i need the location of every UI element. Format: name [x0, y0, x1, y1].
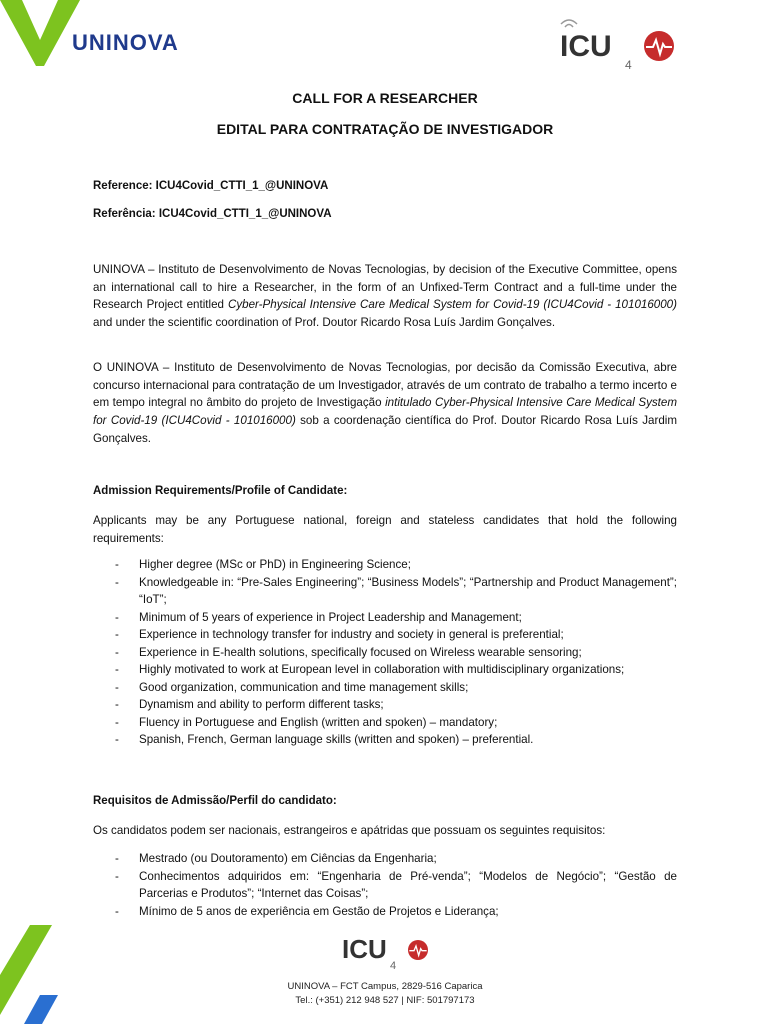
project-title-portuguese: intitulado Cyber-Physical Intensive Care Medical System for Covid-19 (ICU4Covid - 101016000) — [93, 396, 677, 428]
icu-logo-text: ICU — [560, 30, 612, 63]
admission-heading-portuguese: Requisitos de Admissão/Perfil do candidato: — [93, 795, 337, 807]
reference-portuguese: Referência: ICU4Covid_CTTI_1_@UNINOVA — [93, 208, 332, 220]
footer-icu4covid-logo — [338, 932, 438, 977]
list-item: - Fluency in Portuguese and English (written and spoken) – mandatory; — [115, 715, 498, 729]
wifi-icon — [559, 16, 579, 30]
admission-lead-english: Applicants may be any Portuguese national, foreign and stateless candidates that hold the following requirements: — [93, 514, 677, 545]
requirements-list-portuguese — [93, 850, 677, 920]
admission-lead-portuguese: Os candidatos podem ser nacionais, estrangeiros e apátridas que possuam os seguintes requisitos: — [93, 824, 606, 837]
project-title-english: Cyber-Physical Intensive Care Medical System for Covid-19 (ICU4Covid - 101016000) — [227, 298, 677, 312]
list-item: - Minimum of 5 years of experience in Project Leadership and Management; — [115, 610, 522, 624]
list-item: - Knowledgeable in: “Pre-Sales Engineering”; “Business Models”; “Partnership and Product Management”; “IoT”; — [115, 575, 677, 606]
uninova-wordmark: UNINOVA — [72, 30, 179, 55]
intro-paragraph-portuguese: O UNINOVA – Instituto de Desenvolvimento de Novas Tecnologias, por decisão da Comissão Executiva, abre concurso internacional para contratação de um Investigador, através de um contrato de trabalho a termo incerto e em tempo integral no âmbito do projeto de Investigação intitulado Cyber-Physical Intensive Care Medical System for Covid-19 (ICU4Covid - 101016000) sob a coordenação científica do Prof. Doutor Ricardo Rosa Luís Jardim Gonçalves. — [93, 361, 678, 445]
list-item: - Experience in technology transfer for industry and society in general is preferential; — [115, 628, 564, 641]
list-item: - Mestrado (ou Doutoramento) em Ciências da Engenharia; — [115, 852, 437, 865]
footer-logo-subscript: 4 — [390, 960, 397, 972]
requirements-list-english — [93, 556, 677, 749]
icu-logo-subscript: 4 — [625, 58, 632, 72]
list-item: - Conhecimentos adquiridos em: “Engenharia de Pré-venda”; “Modelos de Negócio”; “Gestão de Parcerias e Produtos”; “Internet das Coisas”; — [115, 869, 677, 900]
uninova-logo — [0, 0, 220, 70]
list-item: - Spanish, French, German language skills (written and spoken) – preferential. — [115, 733, 534, 746]
heart-icon — [406, 938, 430, 962]
list-item: - Mínimo de 5 anos de experiência em Gestão de Projetos e Liderança; — [115, 904, 499, 918]
list-item: - Highly motivated to work at European level in collaboration with multidisciplinary organizations; — [115, 663, 625, 676]
list-item: - Dynamism and ability to perform different tasks; — [115, 698, 384, 711]
title-english: CALL FOR A RESEARCHER — [292, 90, 478, 106]
uninova-v-icon — [0, 0, 80, 66]
list-item: - Higher degree (MSc or PhD) in Engineering Science; — [115, 558, 411, 571]
decorative-corner-shape — [0, 925, 60, 1024]
admission-heading-english: Admission Requirements/Profile of Candidate: — [93, 485, 348, 497]
footer-address: UNINOVA – FCT Campus, 2829-516 Caparica — [287, 981, 483, 992]
intro-paragraph-english: UNINOVA – Instituto de Desenvolvimento de Novas Tecnologias, by decision of the Executive Committee, opens an international call to hire a Researcher, in the form of an Unfixed-Term Contract and a full-time under the Research Project entitled Cyber-Physical Intensive Care Medical System for Covid-19 (ICU4Covid - 101016000) and under the scientific coordination of Prof. Doutor Ricardo Rosa Luís Jardim Gonçalves. — [93, 263, 677, 330]
reference-english: Reference: ICU4Covid_CTTI_1_@UNINOVA — [93, 180, 329, 192]
footer-contact: Tel.: (+351) 212 948 527 | NIF: 501797173 — [295, 995, 475, 1006]
footer-logo-text: ICU — [342, 934, 387, 964]
list-item: - Experience in E-health solutions, specifically focused on Wireless wearable sensoring; — [115, 645, 582, 659]
heart-icon — [641, 30, 677, 62]
title-portuguese: EDITAL PARA CONTRATAÇÃO DE INVESTIGADOR — [216, 121, 554, 137]
list-item: - Good organization, communication and time management skills; — [115, 680, 469, 694]
icu4covid-logo — [555, 14, 680, 78]
